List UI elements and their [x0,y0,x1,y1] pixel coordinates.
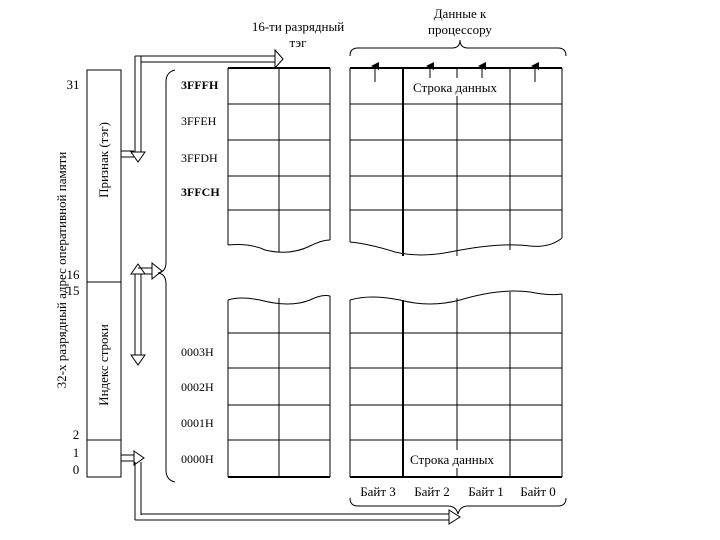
bit-31: 31 [66,77,80,92]
bit-2: 2 [72,427,80,442]
tag-memory-top [228,68,330,252]
tag-arrow [121,50,283,162]
byte-2-label: Байт 2 [414,484,450,499]
byte-3-label: Байт 3 [360,484,396,499]
row-address-3fffh: 3FFFH [181,78,219,92]
data-memory-bottom [350,291,562,477]
bit-15: 15 [66,283,80,298]
tag-field-label: Признак (тэг) [96,122,111,198]
row-address-3ffdh: 3FFDH [181,151,218,165]
row-address-0003h: 0003H [181,345,214,359]
address-vertical-caption: 32-х разрядный адрес оперативной памяти [54,151,69,389]
data-row-label-bottom: Строка данных [409,452,495,467]
bit-0: 0 [72,462,80,477]
bit-1: 1 [72,445,80,460]
index-field-label: Индекс строки [96,324,111,406]
index-arrow [131,263,162,365]
data-row-label-top: Строка данных [412,80,498,95]
row-address-0000h: 0000H [181,452,214,466]
row-address-3ffeh: 3FFEH [181,114,217,128]
data-brace [350,40,566,56]
bit-16: 16 [66,267,80,282]
row-brace [158,70,175,482]
row-address-3ffch: 3FFCH [181,185,220,199]
byte-0-label: Байт 0 [520,484,556,499]
bytes-brace [350,498,566,514]
tag-caption-line2: тэг [289,35,307,50]
data-caption-line1: Данные к [433,6,487,21]
data-caption-line2: процессору [428,22,492,37]
row-address-0001h: 0001H [181,416,214,430]
byte-1-label: Байт 1 [468,484,504,499]
tag-memory-bottom [228,296,330,478]
tag-caption-line1: 16-ти разрядный [251,19,345,34]
row-address-0002h: 0002H [181,380,214,394]
